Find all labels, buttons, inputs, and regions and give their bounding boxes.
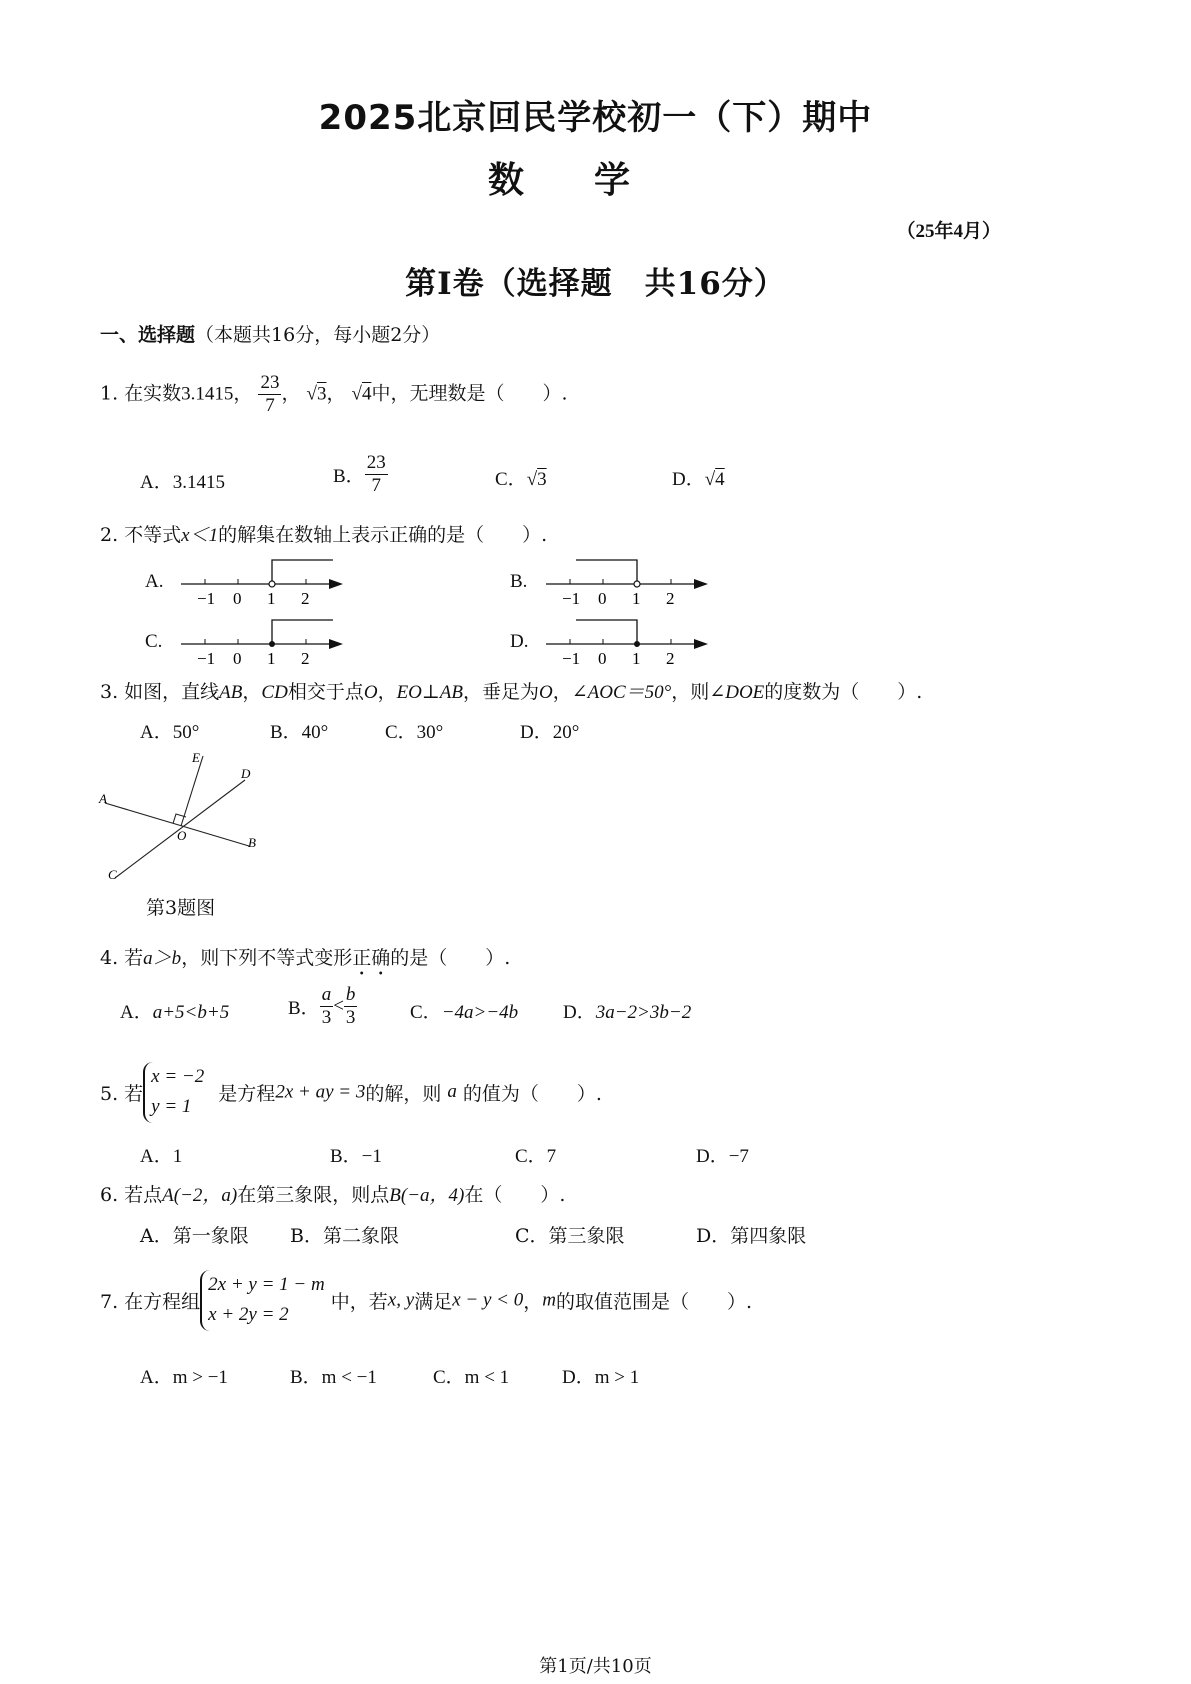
q3-ab: AB (219, 682, 243, 703)
q2-numberline-d[interactable] (540, 615, 715, 670)
q1-option-b-num: 23 (366, 452, 386, 473)
q4-option-b-frac-b (344, 984, 358, 1029)
q1-frac-num: 23 (260, 372, 280, 393)
q3-figure (95, 748, 275, 888)
q4-b-den-b: 3 (345, 1006, 356, 1028)
q1-suffix: 中，无理数是（ ）. (371, 382, 568, 405)
q7-text-c: 满足 (414, 1290, 453, 1313)
tick-label: −1 (562, 649, 581, 668)
q3-angle: ∠AOC＝50° (571, 682, 672, 703)
q1-option-c[interactable]: C．√3 (495, 469, 547, 490)
q3-sep: ， (242, 681, 262, 703)
q6-option-b[interactable]: B．第二象限 (290, 1225, 399, 1247)
part-heading-note: （本题共16分，每小题2分） (195, 324, 441, 346)
q3-o2: O (539, 682, 553, 703)
q1-option-d-val: 4 (715, 469, 725, 490)
q5-var: a (447, 1081, 457, 1103)
q4-b-op: < (333, 995, 344, 1017)
q2-numberline-b[interactable] (540, 555, 715, 610)
q4-condition: a＞b (143, 948, 182, 969)
tick-label: −1 (562, 589, 581, 608)
q4-option-c[interactable] (410, 997, 518, 1024)
fig-label-e: E (192, 750, 200, 765)
q7-system (200, 1270, 325, 1331)
q5-option-b[interactable]: B．−1 (330, 1146, 382, 1167)
fig-label-d: D (241, 766, 251, 781)
q2-text-a: 2. 不等式 (100, 524, 182, 546)
q3-t6: ，则 (671, 681, 710, 703)
q1-sqrt3-val: 3 (316, 383, 327, 405)
q1-option-c-label: C． (495, 469, 527, 490)
q5-text-d: 的值为（ ）. (462, 1082, 602, 1105)
question-7 (100, 1270, 752, 1331)
q1-fraction (258, 372, 281, 417)
question-1: 1. 在实数3.1415， $\frac{23}{7}$ ， √3， √4中，无理数是（ ）. (100, 372, 568, 416)
tick-label: 1 (267, 649, 276, 668)
exam-date: （25年4月） (896, 221, 1001, 242)
q1-number: 3.1415 (181, 383, 234, 405)
q4-option-c-label: C． (410, 1002, 442, 1023)
q1-option-d-label: D． (672, 469, 705, 490)
q7-eq1: 2x + y = 1 − m (208, 1274, 325, 1295)
q3-t2: 相交于点 (287, 681, 364, 703)
page-footer: 第1页/共10页 (539, 1656, 652, 1677)
question-5 (100, 1062, 602, 1123)
q6-point-b: B(−a，4) (389, 1185, 465, 1206)
part-heading-label: 一、选择题 (100, 324, 196, 346)
part-heading (100, 320, 440, 347)
q2-numberline-c[interactable] (175, 615, 350, 670)
q4-option-d-label: D． (563, 1002, 596, 1023)
q5-equation: 2x + ay = 3 (275, 1081, 366, 1103)
tick-label: 1 (267, 589, 276, 608)
q3-t4: ，垂足为 (463, 681, 540, 703)
q3-text: 3. 如图，直线 (100, 681, 220, 703)
tick-label: 0 (233, 649, 242, 668)
q4-option-b-label: B． (288, 997, 320, 1019)
q1-option-b-frac (365, 452, 388, 497)
q2-numberline-a[interactable] (175, 555, 350, 610)
q4-option-b[interactable] (288, 984, 357, 1029)
subject-title: 数学 (488, 160, 701, 201)
q3-option-b[interactable]: B．40° (270, 722, 329, 743)
q4-b-num-b: b (345, 984, 356, 1005)
q5-text-a: 5. 若 (100, 1082, 144, 1105)
q6-text-b: 在第三象限，则点 (237, 1184, 390, 1206)
q3-option-a[interactable]: A．50° (140, 722, 200, 743)
q5-system (143, 1062, 204, 1123)
question-4 (100, 943, 510, 980)
q3-caption: 第3题图 (146, 897, 216, 919)
q1-option-b-label: B． (333, 465, 365, 487)
q5-eq2: y = 1 (151, 1096, 192, 1118)
q7-option-d[interactable]: D．m > 1 (562, 1367, 640, 1388)
q1-sqrt4-val: 4 (361, 383, 372, 405)
tick-label: 1 (632, 649, 641, 668)
q7-condition: x − y < 0 (452, 1289, 524, 1311)
q4-b-num-a: a (321, 984, 332, 1005)
q3-t7: 的度数为（ ）. (764, 681, 923, 703)
q7-vars: x, y (387, 1289, 415, 1311)
tick-label: 0 (233, 589, 242, 608)
q7-text-d: ， (523, 1290, 543, 1313)
fig-label-b: B (248, 835, 256, 850)
q6-point-a: A(−2，a) (162, 1185, 238, 1206)
q4-text-a: 4. 若 (100, 947, 144, 969)
q6-option-d[interactable]: D．第四象限 (696, 1225, 807, 1247)
q1-option-a[interactable]: A．3.1415 (140, 472, 225, 493)
tick-label: 2 (666, 589, 675, 608)
q7-option-a[interactable]: A．m > −1 (140, 1367, 228, 1388)
q5-text-c: 的解，则 (365, 1082, 442, 1105)
exam-title: 2025北京回民学校初一（下）期中 (318, 98, 873, 138)
q2-inequality: x＜1 (181, 525, 219, 546)
q4-option-c-text: −4a>−4b (441, 1002, 519, 1023)
fig-label-o: O (177, 828, 187, 843)
tick-label: −1 (197, 589, 216, 608)
tick-label: 2 (301, 649, 310, 668)
q7-option-b[interactable]: B．m < −1 (290, 1367, 377, 1388)
question-6 (100, 1180, 565, 1207)
q3-angle2: ∠DOE (709, 682, 765, 703)
fig-label-a: A (99, 791, 107, 806)
q4-b-den-a: 3 (321, 1006, 332, 1028)
q1-frac-den: 7 (265, 394, 275, 416)
q7-eq2: x + 2y = 2 (208, 1304, 289, 1326)
q5-eq1: x = −2 (151, 1066, 205, 1087)
q4-option-b-frac-a (320, 984, 334, 1029)
q4-text-c: 的是（ ）. (390, 947, 511, 969)
q6-option-c[interactable]: C．第三象限 (515, 1225, 625, 1247)
q3-o: O (363, 682, 378, 703)
q7-text-e: 的取值范围是（ ）. (555, 1290, 752, 1313)
q2-option-c-label[interactable]: C. (145, 631, 163, 652)
q6-option-a[interactable]: A．第一象限 (140, 1225, 249, 1247)
question-2 (100, 520, 547, 547)
q3-option-d[interactable]: D．20° (520, 722, 580, 743)
tick-label: −1 (197, 649, 216, 668)
q4-option-a-text: a+5<b+5 (152, 1002, 230, 1023)
q5-option-c[interactable]: C．7 (515, 1146, 557, 1167)
q2-option-d-label[interactable]: D. (510, 631, 529, 652)
q1-option-c-val: 3 (537, 469, 547, 490)
q5-option-a[interactable]: A．1 (140, 1146, 183, 1167)
q4-text-b: ，则下列不等式变形 (181, 947, 353, 969)
tick-label: 2 (666, 649, 675, 668)
q4-option-a-label: A． (120, 1002, 153, 1023)
q4-emphasis: 正确 (352, 947, 391, 969)
q1-option-b-den: 7 (371, 474, 381, 496)
tick-label: 2 (301, 589, 310, 608)
q2-text-b: 的解集在数轴上表示正确的是（ ）. (218, 524, 548, 546)
fig-label-c: C (108, 867, 117, 882)
q7-text-b: 中，若 (330, 1290, 388, 1313)
question-3 (100, 677, 922, 704)
section-title: 第I卷（选择题 共16分） (405, 266, 786, 302)
q4-option-d-text: 3a−2>3b−2 (595, 1002, 692, 1023)
q6-text-a: 6. 若点 (100, 1184, 163, 1206)
q1-option-d[interactable]: D．√4 (672, 469, 725, 490)
q3-t5: ， (552, 681, 572, 703)
q7-m: m (542, 1289, 556, 1311)
q1-sqrt3: √3 (306, 383, 327, 405)
q3-option-c[interactable]: C．30° (385, 722, 444, 743)
q7-option-c[interactable]: C．m < 1 (433, 1367, 510, 1388)
q3-cd: CD (261, 682, 288, 703)
q7-text-a: 7. 在方程组 (100, 1290, 201, 1313)
q5-option-d[interactable]: D．−7 (696, 1146, 749, 1167)
q5-text-b: 是方程 (218, 1082, 276, 1105)
q2-option-b-label[interactable]: B. (510, 571, 528, 592)
q3-t3: ， (377, 681, 397, 703)
q1-option-b[interactable] (333, 452, 388, 497)
q4-option-d[interactable] (563, 997, 691, 1024)
q3-perp: EO⊥AB (396, 682, 463, 703)
tick-label: 1 (632, 589, 641, 608)
q2-option-a-label[interactable]: A. (145, 571, 164, 592)
q6-text-c: 在（ ）. (464, 1184, 566, 1206)
tick-label: 0 (598, 649, 607, 668)
q1-sqrt4: √4 (351, 383, 372, 405)
q1-prefix: 1. 在实数 (100, 382, 182, 405)
q4-option-a[interactable] (120, 997, 229, 1024)
tick-label: 0 (598, 589, 607, 608)
